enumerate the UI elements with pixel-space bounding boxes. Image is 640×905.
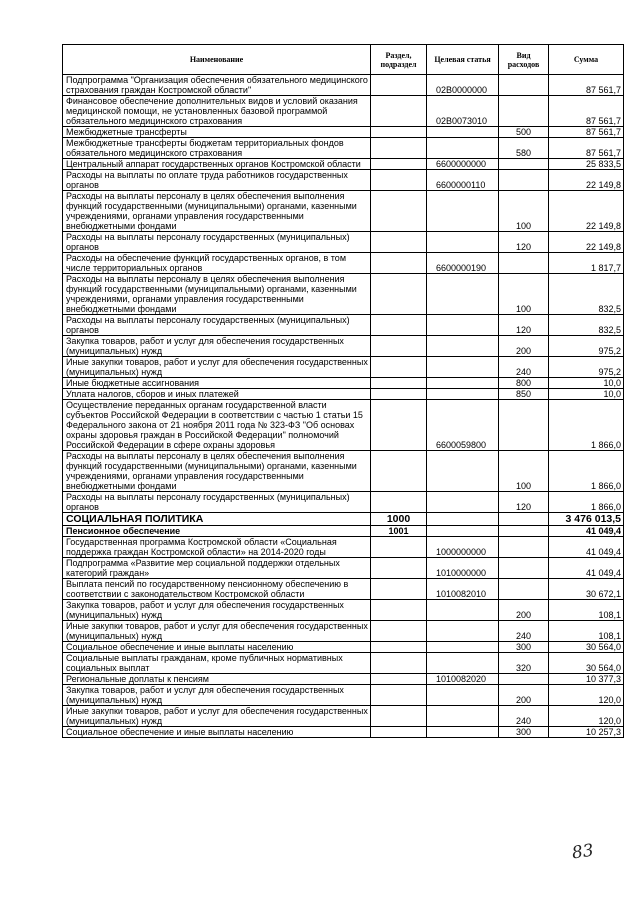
cell-sum: 3 476 013,5 (549, 513, 624, 526)
cell-name: Закупка товаров, работ и услуг для обеспечения государственных (муниципальных) нужд (63, 685, 371, 706)
cell-name: Расходы на выплаты персоналу государственных (муниципальных) органов (63, 232, 371, 253)
cell-article: 1010000000 (427, 558, 499, 579)
cell-kind (499, 558, 549, 579)
cell-article (427, 621, 499, 642)
cell-sum: 108,1 (549, 600, 624, 621)
cell-name: Иные бюджетные ассигнования (63, 378, 371, 389)
cell-article (427, 378, 499, 389)
cell-section (371, 274, 427, 315)
table-row (63, 558, 624, 579)
cell-kind (499, 579, 549, 600)
cell-sum: 87 561,7 (549, 127, 624, 138)
cell-section (371, 96, 427, 127)
cell-article (427, 357, 499, 378)
cell-article (427, 336, 499, 357)
cell-sum: 10,0 (549, 389, 624, 400)
cell-sum: 120,0 (549, 706, 624, 727)
cell-sum: 30 672,1 (549, 579, 624, 600)
cell-name: Расходы на выплаты по оплате труда работников государственных органов (63, 170, 371, 191)
cell-sum: 22 149,8 (549, 170, 624, 191)
cell-article: 1010082020 (427, 674, 499, 685)
table-row (63, 451, 624, 492)
header-sum: Сумма (549, 45, 624, 75)
cell-kind (499, 526, 549, 537)
cell-section (371, 492, 427, 513)
cell-kind (499, 513, 549, 526)
cell-name: Закупка товаров, работ и услуг для обеспечения государственных (муниципальных) нужд (63, 600, 371, 621)
cell-section (371, 727, 427, 738)
table-row (63, 621, 624, 642)
cell-name: Расходы на выплаты персоналу в целях обеспечения выполнения функций государственными (муниципальными) органами, казенными учреждениями, органами управления государственными внебюджетными фондами (63, 451, 371, 492)
cell-sum: 22 149,8 (549, 232, 624, 253)
cell-name: СОЦИАЛЬНАЯ ПОЛИТИКА (63, 513, 371, 526)
cell-name: Социальное обеспечение и иные выплаты населению (63, 727, 371, 738)
cell-section (371, 600, 427, 621)
table-row (63, 75, 624, 96)
cell-kind: 850 (499, 389, 549, 400)
table-row (63, 706, 624, 727)
cell-kind (499, 400, 549, 451)
cell-article (427, 727, 499, 738)
table-row (63, 653, 624, 674)
cell-sum: 41 049,4 (549, 526, 624, 537)
cell-sum: 975,2 (549, 357, 624, 378)
table-row (63, 336, 624, 357)
table-row (63, 274, 624, 315)
cell-sum: 1 866,0 (549, 492, 624, 513)
cell-kind: 120 (499, 492, 549, 513)
cell-article: 6600059800 (427, 400, 499, 451)
cell-kind: 120 (499, 315, 549, 336)
cell-section (371, 253, 427, 274)
cell-sum: 120,0 (549, 685, 624, 706)
cell-kind: 580 (499, 138, 549, 159)
table-row (63, 685, 624, 706)
cell-section: 1001 (371, 526, 427, 537)
cell-sum: 22 149,8 (549, 191, 624, 232)
cell-sum: 10,0 (549, 378, 624, 389)
cell-section (371, 642, 427, 653)
cell-article (427, 642, 499, 653)
cell-name: Выплата пенсий по государственному пенсионному обеспечению в соответствии с законодательством Костромской области (63, 579, 371, 600)
table-row (63, 727, 624, 738)
cell-article (427, 653, 499, 674)
cell-section (371, 170, 427, 191)
cell-article (427, 191, 499, 232)
cell-kind: 100 (499, 274, 549, 315)
cell-name: Расходы на выплаты персоналу государственных (муниципальных) органов (63, 315, 371, 336)
cell-name: Иные закупки товаров, работ и услуг для обеспечения государственных (муниципальных) нужд (63, 706, 371, 727)
cell-name: Региональные доплаты к пенсиям (63, 674, 371, 685)
budget-page (62, 44, 623, 738)
cell-name: Иные закупки товаров, работ и услуг для обеспечения государственных (муниципальных) нужд (63, 621, 371, 642)
budget-table (62, 44, 624, 738)
cell-article: 6600000000 (427, 159, 499, 170)
table-row (63, 526, 624, 537)
cell-sum: 41 049,4 (549, 558, 624, 579)
table-row (63, 537, 624, 558)
cell-kind: 800 (499, 378, 549, 389)
table-row (63, 253, 624, 274)
cell-section (371, 75, 427, 96)
cell-article (427, 315, 499, 336)
cell-name: Уплата налогов, сборов и иных платежей (63, 389, 371, 400)
table-header (63, 45, 624, 75)
cell-name: Социальное обеспечение и иные выплаты населению (63, 642, 371, 653)
cell-article: 1000000000 (427, 537, 499, 558)
table-row (63, 357, 624, 378)
cell-article (427, 492, 499, 513)
cell-name: Подпрограмма «Развитие мер социальной поддержки отдельных категорий граждан» (63, 558, 371, 579)
cell-article: 6600000110 (427, 170, 499, 191)
cell-article (427, 451, 499, 492)
cell-kind (499, 170, 549, 191)
cell-section (371, 400, 427, 451)
cell-article: 02В0000000 (427, 75, 499, 96)
cell-kind: 320 (499, 653, 549, 674)
cell-kind (499, 537, 549, 558)
cell-name: Государственная программа Костромской области «Социальная поддержка граждан Костромской области» на 2014-2020 годы (63, 537, 371, 558)
cell-kind: 300 (499, 727, 549, 738)
cell-section (371, 127, 427, 138)
header-article: Целевая статья (427, 45, 499, 75)
cell-name: Подпрограмма "Организация обеспечения обязательного медицинского страхования граждан Костромской области" (63, 75, 371, 96)
cell-section (371, 579, 427, 600)
cell-sum: 30 564,0 (549, 642, 624, 653)
cell-name: Социальные выплаты гражданам, кроме публичных нормативных социальных выплат (63, 653, 371, 674)
cell-section (371, 336, 427, 357)
cell-kind: 300 (499, 642, 549, 653)
table-row (63, 159, 624, 170)
cell-sum: 832,5 (549, 274, 624, 315)
cell-sum: 975,2 (549, 336, 624, 357)
cell-name: Расходы на выплаты персоналу государственных (муниципальных) органов (63, 492, 371, 513)
cell-sum: 10 257,3 (549, 727, 624, 738)
cell-kind (499, 253, 549, 274)
table-row (63, 513, 624, 526)
cell-kind: 200 (499, 336, 549, 357)
cell-kind: 100 (499, 191, 549, 232)
cell-section (371, 451, 427, 492)
cell-article (427, 526, 499, 537)
cell-sum: 87 561,7 (549, 75, 624, 96)
cell-name: Расходы на выплаты персоналу в целях обеспечения выполнения функций государственными (муниципальными) органами, казенными учреждениями, органами управления государственными внебюджетными фондами (63, 274, 371, 315)
cell-kind (499, 75, 549, 96)
table-row (63, 170, 624, 191)
cell-kind: 240 (499, 357, 549, 378)
cell-kind: 100 (499, 451, 549, 492)
header-kind: Вид расходов (499, 45, 549, 75)
header-section: Раздел, подраздел (371, 45, 427, 75)
cell-kind: 120 (499, 232, 549, 253)
cell-name: Межбюджетные трансферты (63, 127, 371, 138)
table-row (63, 492, 624, 513)
cell-article (427, 685, 499, 706)
cell-name: Финансовое обеспечение дополнительных видов и условий оказания медицинской помощи, не установленных базовой программой обязательного медицинского страхования (63, 96, 371, 127)
table-body (63, 75, 624, 738)
cell-article (427, 138, 499, 159)
cell-sum: 87 561,7 (549, 96, 624, 127)
cell-section (371, 621, 427, 642)
table-row (63, 642, 624, 653)
table-row (63, 138, 624, 159)
cell-section (371, 357, 427, 378)
cell-kind: 200 (499, 600, 549, 621)
cell-section (371, 191, 427, 232)
cell-sum: 108,1 (549, 621, 624, 642)
cell-section (371, 315, 427, 336)
cell-kind: 240 (499, 706, 549, 727)
table-row (63, 389, 624, 400)
cell-article (427, 600, 499, 621)
cell-name: Закупка товаров, работ и услуг для обеспечения государственных (муниципальных) нужд (63, 336, 371, 357)
cell-article: 6600000190 (427, 253, 499, 274)
cell-kind: 200 (499, 685, 549, 706)
cell-section (371, 232, 427, 253)
cell-section (371, 685, 427, 706)
table-row (63, 400, 624, 451)
cell-section (371, 138, 427, 159)
cell-sum: 1 866,0 (549, 400, 624, 451)
table-row (63, 191, 624, 232)
table-row (63, 232, 624, 253)
cell-name: Пенсионное обеспечение (63, 526, 371, 537)
cell-name: Осуществление переданных органам государственной власти субъектов Российской Федерации в соответствии с частью 1 статьи 15 Федерального закона от 21 ноября 2011 года № 323-ФЗ "Об основах охраны здоровья граждан в Российской Федерации" полномочий Российской Федерации в сфере охраны здоровья (63, 400, 371, 451)
cell-sum: 87 561,7 (549, 138, 624, 159)
table-row (63, 127, 624, 138)
table-row (63, 674, 624, 685)
cell-name: Центральный аппарат государственных органов Костромской области (63, 159, 371, 170)
cell-section (371, 706, 427, 727)
cell-section (371, 537, 427, 558)
cell-sum: 1 817,7 (549, 253, 624, 274)
cell-name: Расходы на выплаты персоналу в целях обеспечения выполнения функций государственными (муниципальными) органами, казенными учреждениями, органами управления государственными внебюджетными фондами (63, 191, 371, 232)
table-row (63, 579, 624, 600)
cell-section: 1000 (371, 513, 427, 526)
cell-kind: 500 (499, 127, 549, 138)
table-row (63, 600, 624, 621)
cell-article (427, 389, 499, 400)
cell-section (371, 159, 427, 170)
cell-section (371, 389, 427, 400)
cell-article (427, 127, 499, 138)
cell-section (371, 378, 427, 389)
cell-article (427, 232, 499, 253)
cell-kind (499, 159, 549, 170)
header-name: Наименование (63, 45, 371, 75)
cell-section (371, 674, 427, 685)
table-row (63, 96, 624, 127)
cell-section (371, 653, 427, 674)
page-number: 83 (570, 840, 595, 864)
cell-sum: 30 564,0 (549, 653, 624, 674)
cell-name: Межбюджетные трансферты бюджетам территориальных фондов обязательного медицинского страхования (63, 138, 371, 159)
cell-kind: 240 (499, 621, 549, 642)
cell-article: 02В0073010 (427, 96, 499, 127)
cell-article (427, 706, 499, 727)
header-row (63, 45, 624, 75)
cell-kind (499, 96, 549, 127)
cell-article (427, 513, 499, 526)
cell-sum: 25 833,5 (549, 159, 624, 170)
cell-kind (499, 674, 549, 685)
cell-sum: 1 866,0 (549, 451, 624, 492)
table-row (63, 315, 624, 336)
cell-section (371, 558, 427, 579)
cell-sum: 41 049,4 (549, 537, 624, 558)
cell-sum: 10 377,3 (549, 674, 624, 685)
cell-name: Расходы на обеспечение функций государственных органов, в том числе территориальных органов (63, 253, 371, 274)
table-row (63, 378, 624, 389)
cell-sum: 832,5 (549, 315, 624, 336)
cell-article (427, 274, 499, 315)
cell-name: Иные закупки товаров, работ и услуг для обеспечения государственных (муниципальных) нужд (63, 357, 371, 378)
cell-article: 1010082010 (427, 579, 499, 600)
